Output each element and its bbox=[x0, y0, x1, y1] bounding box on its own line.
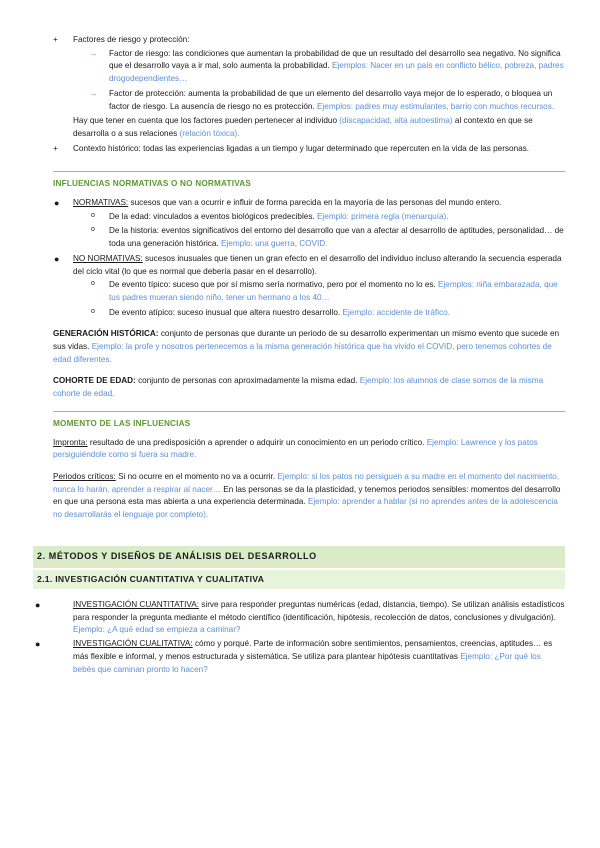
generacion-label: GENERACIÓN HISTÓRICA: bbox=[53, 329, 159, 339]
cuantitativa-example: Ejemplo: ¿A qué edad se empieza a caminar? bbox=[73, 625, 241, 635]
disc-bullet-icon: ● bbox=[54, 198, 60, 209]
factor-proteccion-text: Factor de protección: aumenta la probabilidad de que un elemento del desarrollo vaya mejor de lo esperado, o bloquea un factor de riesgo. La ausencia de riesgo no es protección. bbox=[109, 88, 553, 111]
factor-riesgo-example: Ejemplos: Nacer en un país en conflicto bélico, pobreza, padres drogodependientes… bbox=[109, 61, 564, 84]
evento-atipico-item bbox=[53, 307, 565, 320]
factor-riesgo-item bbox=[53, 48, 565, 86]
evento-atipico-text: De evento atípico: suceso inusual que altera nuestro desarrollo. bbox=[109, 307, 341, 317]
momento-title: MOMENTO DE LAS INFLUENCIAS bbox=[53, 418, 191, 428]
circle-bullet-icon: o bbox=[91, 211, 95, 219]
evento-tipico-item bbox=[53, 279, 565, 304]
section-2-1-heading: 2.1. INVESTIGACIÓN CUANTITATIVA Y CUALITATIVA bbox=[33, 570, 565, 589]
criticos-text2: En las personas se da la plasticidad, y tenemos periodos sensibles: momentos del desarrollo en que una persona esta mas abierta a una experiencia determinada. bbox=[53, 484, 561, 507]
evento-tipico-example: Ejemplos: niña embarazada, que tus padres mueran siendo niño, tener un hermano a los 40… bbox=[109, 280, 558, 302]
no-normativas-label: NO NORMATIVAS: bbox=[73, 253, 143, 263]
generacion-historica-paragraph bbox=[53, 328, 565, 366]
cualitativa-text: cómo y porqué. Parte de información sobre sentimientos, pensamientos, creencias, aptitudes… es más flexible e informal, y menos estructurada y sistemática. Se utiliza para plantear hipótesis cuantitativas bbox=[73, 639, 553, 661]
cohorte-label: COHORTE DE EDAD: bbox=[53, 376, 136, 386]
factores-note-example2: (relación tóxica). bbox=[179, 128, 240, 138]
contexto-text: Contexto histórico: todas las experiencias ligadas a un tiempo y lugar determinado que repercuten en la vida de las personas. bbox=[73, 143, 530, 153]
disc-bullet-icon: ● bbox=[35, 639, 41, 650]
historia-item bbox=[53, 225, 565, 250]
circle-bullet-icon: o bbox=[91, 307, 95, 315]
cualitativa-label: INVESTIGACIÓN CUALITATIVA: bbox=[73, 639, 193, 649]
section-divider bbox=[53, 411, 565, 412]
influencias-title: INFLUENCIAS NORMATIVAS O NO NORMATIVAS bbox=[53, 179, 252, 189]
no-normativas-item bbox=[53, 253, 565, 278]
cohorte-text: conjunto de personas con aproximadamente la misma edad. bbox=[138, 376, 358, 386]
disc-bullet-icon: ● bbox=[54, 253, 60, 264]
cuantitativa-text: sirve para responder preguntas numéricas (edad, distancia, tiempo). Se utilizan análisis estadísticos para responder la pregunta mediante el método científico (identificación, hipótesis, recolección de datos, conclusiones y divulgación). bbox=[73, 600, 565, 622]
criticos-label: Periodos críticos: bbox=[53, 471, 116, 481]
arrow-icon: → bbox=[89, 88, 98, 98]
generacion-text: conjunto de personas que durante un periodo de su desarrollo experimentan un mismo evento que sucede en sus vidas. bbox=[53, 329, 560, 352]
factores-item bbox=[53, 34, 565, 47]
factores-note-b: al contexto en que se desarrolla o a sus relaciones bbox=[73, 116, 533, 138]
cualitativa-example: Ejemplo: ¿Por qué los bebés que caminan pronto lo hacen? bbox=[73, 651, 541, 674]
impronta-text: resultado de una predisposición a aprender o adquirir un conocimiento en un periodo crítico. bbox=[89, 437, 425, 447]
factor-riesgo-text: Factor de riesgo: las condiciones que aumentan la probabilidad de que un resultado del desarrollo sea negativo. No significa que el desarrollo vaya a ir mal, solo aumenta la probabilidad. bbox=[109, 48, 561, 71]
generacion-example: Ejemplo: la profe y nosotros pertenecemos a la misma generación histórica que ha vivido el COVID, pero tenemos cohortes de edad diferentes. bbox=[53, 342, 552, 364]
historia-example: Ejemplo: una guerra, COVID. bbox=[220, 239, 328, 249]
criticos-text: Si no ocurre en el momento no va a ocurrir. bbox=[118, 471, 276, 481]
periodos-criticos-paragraph bbox=[53, 471, 565, 522]
factor-proteccion-item bbox=[53, 88, 565, 113]
evento-tipico-text: De evento típico: suceso que por sí mismo sería normativo, pero por el momento no lo es. bbox=[109, 280, 436, 290]
cuantitativa-item bbox=[35, 599, 565, 637]
factores-note-example: (discapacidad, alta autoestima) bbox=[339, 116, 453, 126]
plus-bullet-icon: + bbox=[53, 35, 58, 44]
circle-bullet-icon: o bbox=[91, 226, 95, 234]
section-2-heading: 2. MÉTODOS Y DISEÑOS DE ANÁLISIS DEL DESARROLLO bbox=[33, 546, 565, 568]
cuantitativa-label: INVESTIGACIÓN CUANTITATIVA: bbox=[73, 600, 200, 610]
edad-text: De la edad: vinculados a eventos biológicos predecibles. bbox=[109, 211, 315, 221]
cohorte-paragraph bbox=[53, 375, 565, 400]
edad-example: Ejemplo: primera regla (menarquía). bbox=[317, 211, 449, 221]
factores-note bbox=[53, 115, 565, 140]
edad-item bbox=[53, 211, 565, 224]
impronta-example: Ejemplo: Lawrence y los patos persiguiéndole como si fuera su madre. bbox=[53, 437, 538, 460]
contexto-item bbox=[53, 143, 565, 156]
factor-proteccion-example: Ejemplos: padres muy estimulantes, barrio con muchos recursos. bbox=[317, 101, 555, 111]
arrow-icon: → bbox=[89, 48, 98, 58]
factores-title: Factores de riesgo y protección: bbox=[73, 35, 190, 44]
criticos-example: Ejemplo: si los patos no persiguen a su madre en el momento del nacimiento, nunca lo harán, aprender a respirar al nacer… bbox=[53, 471, 560, 494]
circle-bullet-icon: o bbox=[91, 280, 95, 288]
factores-note-a: Hay que tener en cuenta que los factores pueden pertenecer al individuo bbox=[73, 116, 337, 126]
normativas-label: NORMATIVAS: bbox=[73, 198, 129, 208]
historia-text: De la historia: eventos significativos del entorno del desarrollo que van a afectar al desarrollo de aptitudes, personalidad… de toda una generación histórica. bbox=[109, 226, 564, 249]
criticos-example2: Ejemplo: aprender a hablar (si no aprendes antes de la adolescencia no desarrollarás el lenguaje por completo). bbox=[53, 497, 558, 520]
cualitativa-item bbox=[35, 638, 565, 676]
normativas-item bbox=[53, 197, 565, 210]
impronta-label: Impronta: bbox=[53, 437, 88, 447]
normativas-text: sucesos que van a ocurrir e influir de forma parecida en la mayoría de las personas del mundo entero. bbox=[130, 198, 502, 208]
disc-bullet-icon: ● bbox=[35, 600, 41, 611]
plus-bullet-icon: + bbox=[53, 143, 58, 153]
impronta-paragraph bbox=[53, 437, 565, 462]
section-divider bbox=[53, 171, 565, 172]
no-normativas-text: sucesos inusuales que tienen un gran efecto en el desarrollo del individuo incluso alterando la secuencia esperada del ciclo vital (lo que es normal que debería pasar en el desarrollo). bbox=[73, 253, 562, 276]
cohorte-example: Ejemplo: los alumnos de clase somos de la misma cohorte de edad. bbox=[53, 376, 544, 399]
evento-atipico-example: Ejemplo: accidente de tráfico. bbox=[342, 307, 450, 317]
